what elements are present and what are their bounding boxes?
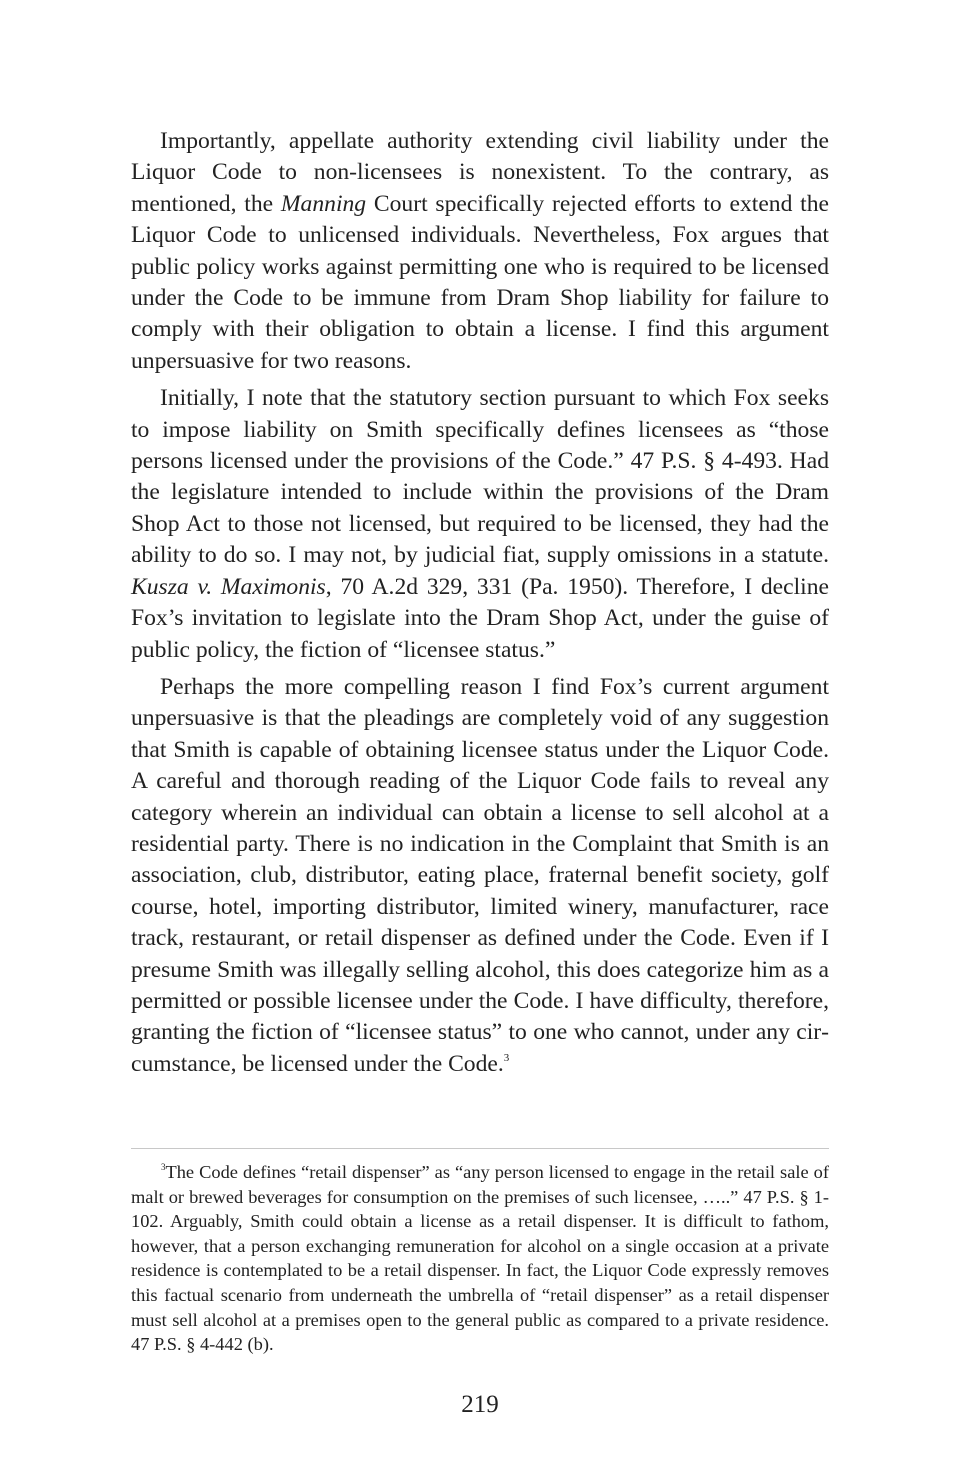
footnote-separator xyxy=(131,1148,829,1149)
paragraph-1 xyxy=(131,126,829,377)
paragraph-3 xyxy=(131,672,829,1080)
paragraph-2-text-b: , 70 A.2d 329, 331 (Pa. 1950). Therefore, I decline Fox’s invitation to legislate into the Dram Shop Act, under the guise of public policy, the fiction of “licensee status.” xyxy=(131,573,829,663)
page-number: 219 xyxy=(461,1391,499,1418)
footnote-reference: 3 xyxy=(503,1051,510,1064)
case-name-kusza: Kusza v. Maximonis xyxy=(131,573,326,600)
paragraph-1-text-b: Court specifically rejected efforts to extend the Liquor Code to unlicensed individuals. Nevertheless, Fox argues that public policy works against permitting one who is required to be licensed under the Code to be immune from Dram Shop liability for failure to comply with their obligation to obtain a license. I find this argument unpersuasive for two reasons. xyxy=(131,190,829,374)
opinion-body xyxy=(131,126,829,1086)
paragraph-2-text-a: Initially, I note that the statutory section pursuant to which Fox seeks to impose liability on Smith specifically defines licensees as “those persons licensed under the provisions of the Code.” 47 P.S. § 4-493. Had the legislature intended to include within the provisions of the Dram Shop Act to those not licensed, but required to be licensed, they had the ability to do so. I may not, by judicial fiat, supply omissions in a statute. xyxy=(131,385,829,569)
paragraph-2 xyxy=(131,383,829,666)
paragraph-3-text: Perhaps the more compelling reason I find Fox’s current argument unpersuasive is that the pleadings are completely void of any suggestion that Smith is capable of obtaining licensee status under the Liquor Code. A careful and thorough reading of the Liquor Code fails to reveal any category wherein an individual can obtain a license to sell alcohol at a residential party. There is no indication in the Complaint that Smith is an association, club, distributor, eating place, fraternal benefit society, golf course, hotel, importing distributor, limited winery, manufacturer, race track, restaurant, or retail dispenser as defined under the Code. Even if I presume Smith was illegally selling alcohol, this does categorize him as a permitted or possible licensee under the Code. I have difficulty, therefore, granting the fiction of “licensee status” to one who cannot, under any circumstance, be licensed under the Code. xyxy=(131,673,829,1077)
footnote-marker: 3 xyxy=(161,1162,166,1172)
case-name-manning: Manning xyxy=(280,190,367,217)
footnote xyxy=(131,1160,829,1357)
footnote-text: The Code defines “retail dispenser” as “any person licensed to engage in the retail sale of malt or brewed beverages for consumption on the premises of such licensee, …..” 47 P.S. § 1-102. Arguably, Smith could obtain a license as a retail dispenser. It is difficult to fathom, however, that a person exchanging remuneration for alcohol on a single occasion at a private residence is contemplated to be a retail dispenser. In fact, the Liquor Code expressly removes this factual scenario from underneath the umbrella of “retail dispenser” as a retail dispenser must sell alcohol at a premises open to the general public as compared to a private residence. 47 P.S. § 4-442 (b). xyxy=(131,1162,829,1355)
paragraph-1-text-a: Importantly, appellate authority extending civil liability under the Liquor Code to non-licensees is nonexistent. To the contrary, as mentioned, the xyxy=(131,128,829,217)
